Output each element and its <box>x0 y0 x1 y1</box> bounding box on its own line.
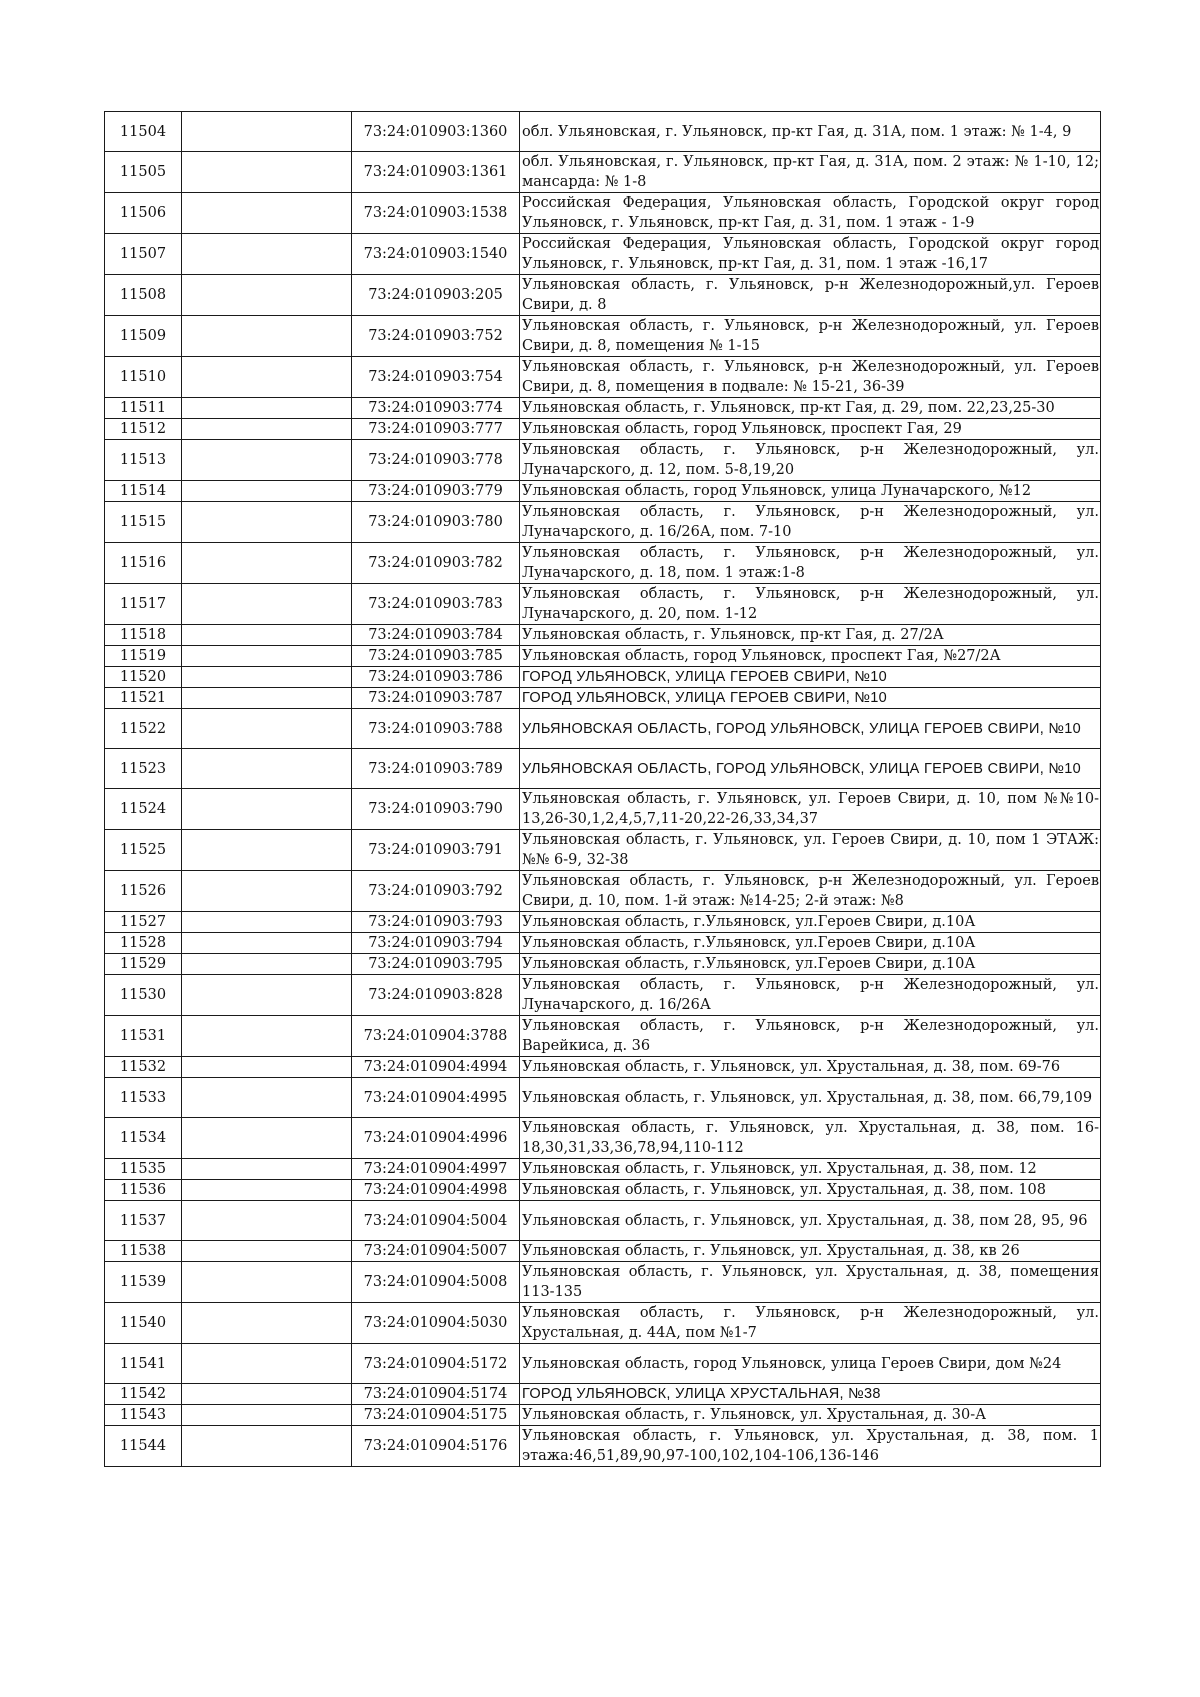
address-cell: Ульяновская область, г. Ульяновск, р-н Железнодорожный, ул. Героев Свири, д. 8, помещения № 1-15 <box>520 316 1101 357</box>
address-cell: Ульяновская область, г. Ульяновск, ул. Хрустальная, д. 38, кв 26 <box>520 1241 1101 1262</box>
row-number-cell: 11523 <box>105 749 182 789</box>
table-row <box>105 398 1101 419</box>
address-cell: Ульяновская область, г.Ульяновск, ул.Героев Свири, д.10А <box>520 954 1101 975</box>
row-number-cell: 11524 <box>105 789 182 830</box>
address-cell: ГОРОД УЛЬЯНОВСК, УЛИЦА ГЕРОЕВ СВИРИ, №10 <box>520 667 1101 688</box>
empty-cell <box>182 1262 352 1303</box>
cadastral-number-cell: 73:24:010904:5172 <box>352 1344 520 1384</box>
cadastral-number-cell: 73:24:010903:787 <box>352 688 520 709</box>
cadastral-number-cell: 73:24:010904:5004 <box>352 1201 520 1241</box>
cadastral-number-cell: 73:24:010904:4994 <box>352 1057 520 1078</box>
empty-cell <box>182 933 352 954</box>
empty-cell <box>182 646 352 667</box>
row-number-cell: 11504 <box>105 112 182 152</box>
cadastral-number-cell: 73:24:010904:4997 <box>352 1159 520 1180</box>
row-number-cell: 11510 <box>105 357 182 398</box>
row-number-cell: 11543 <box>105 1405 182 1426</box>
empty-cell <box>182 1344 352 1384</box>
table-row <box>105 830 1101 871</box>
row-number-cell: 11519 <box>105 646 182 667</box>
empty-cell <box>182 667 352 688</box>
cadastral-number-cell: 73:24:010903:754 <box>352 357 520 398</box>
row-number-cell: 11527 <box>105 912 182 933</box>
cadastral-number-cell: 73:24:010904:5176 <box>352 1426 520 1467</box>
empty-cell <box>182 152 352 193</box>
table-row <box>105 543 1101 584</box>
empty-cell <box>182 193 352 234</box>
table-row <box>105 625 1101 646</box>
row-number-cell: 11541 <box>105 1344 182 1384</box>
cadastral-number-cell: 73:24:010903:205 <box>352 275 520 316</box>
cadastral-number-cell: 73:24:010904:3788 <box>352 1016 520 1057</box>
empty-cell <box>182 789 352 830</box>
row-number-cell: 11537 <box>105 1201 182 1241</box>
empty-cell <box>182 112 352 152</box>
address-cell: Ульяновская область, г.Ульяновск, ул.Героев Свири, д.10А <box>520 933 1101 954</box>
row-number-cell: 11507 <box>105 234 182 275</box>
row-number-cell: 11526 <box>105 871 182 912</box>
table-row <box>105 1405 1101 1426</box>
row-number-cell: 11525 <box>105 830 182 871</box>
table-row <box>105 871 1101 912</box>
table-row <box>105 1201 1101 1241</box>
address-cell: Ульяновская область, г. Ульяновск, ул. Хрустальная, д. 30-А <box>520 1405 1101 1426</box>
address-cell: Ульяновская область, г. Ульяновск, ул. Хрустальная, д. 38, пом. 16-18,30,31,33,36,78,94,110-112 <box>520 1118 1101 1159</box>
row-number-cell: 11518 <box>105 625 182 646</box>
cadastral-number-cell: 73:24:010903:789 <box>352 749 520 789</box>
address-cell: Ульяновская область, г. Ульяновск, ул. Хрустальная, д. 38, пом. 69-76 <box>520 1057 1101 1078</box>
cadastral-number-cell: 73:24:010903:791 <box>352 830 520 871</box>
row-number-cell: 11535 <box>105 1159 182 1180</box>
address-cell: Ульяновская область, г. Ульяновск, ул. Хрустальная, д. 38, пом. 66,79,109 <box>520 1078 1101 1118</box>
cadastral-number-cell: 73:24:010903:1538 <box>352 193 520 234</box>
empty-cell <box>182 502 352 543</box>
empty-cell <box>182 543 352 584</box>
empty-cell <box>182 584 352 625</box>
cadastral-number-cell: 73:24:010903:784 <box>352 625 520 646</box>
row-number-cell: 11538 <box>105 1241 182 1262</box>
row-number-cell: 11508 <box>105 275 182 316</box>
table-row <box>105 440 1101 481</box>
empty-cell <box>182 954 352 975</box>
table-row <box>105 234 1101 275</box>
table-row <box>105 975 1101 1016</box>
address-cell: Ульяновская область, г.Ульяновск, ул.Героев Свири, д.10А <box>520 912 1101 933</box>
empty-cell <box>182 871 352 912</box>
table-row <box>105 1241 1101 1262</box>
table-row <box>105 1016 1101 1057</box>
row-number-cell: 11530 <box>105 975 182 1016</box>
empty-cell <box>182 688 352 709</box>
cadastral-number-cell: 73:24:010903:782 <box>352 543 520 584</box>
table-row <box>105 193 1101 234</box>
empty-cell <box>182 481 352 502</box>
empty-cell <box>182 1118 352 1159</box>
row-number-cell: 11506 <box>105 193 182 234</box>
empty-cell <box>182 625 352 646</box>
empty-cell <box>182 1078 352 1118</box>
address-cell: Ульяновская область, г. Ульяновск, ул. Хрустальная, д. 38, помещения 113-135 <box>520 1262 1101 1303</box>
empty-cell <box>182 709 352 749</box>
row-number-cell: 11529 <box>105 954 182 975</box>
table-row <box>105 1159 1101 1180</box>
address-cell: Ульяновская область, г. Ульяновск, р-н Железнодорожный,ул. Героев Свири, д. 8 <box>520 275 1101 316</box>
address-cell: Ульяновская область, г. Ульяновск, р-н Железнодорожный, ул. Героев Свири, д. 8, помещения в подвале: № 15-21, 36-39 <box>520 357 1101 398</box>
address-cell: обл. Ульяновская, г. Ульяновск, пр-кт Гая, д. 31А, пом. 2 этаж: № 1-10, 12; мансарда: № 1-8 <box>520 152 1101 193</box>
table-row <box>105 1344 1101 1384</box>
cadastral-number-cell: 73:24:010904:5175 <box>352 1405 520 1426</box>
address-cell: обл. Ульяновская, г. Ульяновск, пр-кт Гая, д. 31А, пом. 1 этаж: № 1-4, 9 <box>520 112 1101 152</box>
address-cell: Ульяновская область, г. Ульяновск, р-н Железнодорожный, ул. Луначарского, д. 12, пом. 5-8,19,20 <box>520 440 1101 481</box>
empty-cell <box>182 398 352 419</box>
address-cell: Ульяновская область, г. Ульяновск, р-н Железнодорожный, ул. Луначарского, д. 20, пом. 1-12 <box>520 584 1101 625</box>
empty-cell <box>182 749 352 789</box>
cadastral-number-cell: 73:24:010903:774 <box>352 398 520 419</box>
cadastral-number-cell: 73:24:010903:793 <box>352 912 520 933</box>
empty-cell <box>182 1057 352 1078</box>
address-cell: УЛЬЯНОВСКАЯ ОБЛАСТЬ, ГОРОД УЛЬЯНОВСК, УЛИЦА ГЕРОЕВ СВИРИ, №10 <box>520 749 1101 789</box>
empty-cell <box>182 357 352 398</box>
cadastral-number-cell: 73:24:010904:5007 <box>352 1241 520 1262</box>
row-number-cell: 11544 <box>105 1426 182 1467</box>
row-number-cell: 11528 <box>105 933 182 954</box>
address-cell: Ульяновская область, город Ульяновск, улица Луначарского, №12 <box>520 481 1101 502</box>
registry-table-body <box>105 112 1101 1467</box>
table-row <box>105 112 1101 152</box>
empty-cell <box>182 1180 352 1201</box>
address-cell: Ульяновская область, г. Ульяновск, ул. Героев Свири, д. 10, пом 1 ЭТАЖ: №№ 6-9, 32-38 <box>520 830 1101 871</box>
cadastral-number-cell: 73:24:010903:1360 <box>352 112 520 152</box>
cadastral-number-cell: 73:24:010903:795 <box>352 954 520 975</box>
empty-cell <box>182 440 352 481</box>
row-number-cell: 11521 <box>105 688 182 709</box>
address-cell: Российская Федерация, Ульяновская область, Городской округ город Ульяновск, г. Ульяновск, пр-кт Гая, д. 31, пом. 1 этаж - 1-9 <box>520 193 1101 234</box>
row-number-cell: 11531 <box>105 1016 182 1057</box>
cadastral-number-cell: 73:24:010904:5030 <box>352 1303 520 1344</box>
empty-cell <box>182 316 352 357</box>
row-number-cell: 11516 <box>105 543 182 584</box>
row-number-cell: 11534 <box>105 1118 182 1159</box>
table-row <box>105 933 1101 954</box>
cadastral-number-cell: 73:24:010903:777 <box>352 419 520 440</box>
address-cell: Ульяновская область, город Ульяновск, проспект Гая, №27/2А <box>520 646 1101 667</box>
address-cell: Ульяновская область, г. Ульяновск, пр-кт Гая, д. 29, пом. 22,23,25-30 <box>520 398 1101 419</box>
address-cell: Ульяновская область, город Ульяновск, улица Героев Свири, дом №24 <box>520 1344 1101 1384</box>
address-cell: Ульяновская область, г. Ульяновск, ул. Хрустальная, д. 38, пом. 12 <box>520 1159 1101 1180</box>
table-row <box>105 152 1101 193</box>
address-cell: Ульяновская область, г. Ульяновск, р-н Железнодорожный, ул. Хрустальная, д. 44А, пом №1-7 <box>520 1303 1101 1344</box>
cadastral-number-cell: 73:24:010903:828 <box>352 975 520 1016</box>
table-row <box>105 912 1101 933</box>
table-row <box>105 1262 1101 1303</box>
table-row <box>105 1118 1101 1159</box>
table-row <box>105 749 1101 789</box>
address-cell: Ульяновская область, г. Ульяновск, ул. Хрустальная, д. 38, пом 28, 95, 96 <box>520 1201 1101 1241</box>
empty-cell <box>182 912 352 933</box>
registry-table <box>104 111 1101 1467</box>
row-number-cell: 11505 <box>105 152 182 193</box>
table-row <box>105 646 1101 667</box>
row-number-cell: 11520 <box>105 667 182 688</box>
empty-cell <box>182 830 352 871</box>
table-row <box>105 1303 1101 1344</box>
address-cell: ГОРОД УЛЬЯНОВСК, УЛИЦА ХРУСТАЛЬНАЯ, №38 <box>520 1384 1101 1405</box>
row-number-cell: 11536 <box>105 1180 182 1201</box>
table-row <box>105 1057 1101 1078</box>
address-cell: Ульяновская область, г. Ульяновск, р-н Железнодорожный, ул. Героев Свири, д. 10, пом. 1-й этаж: №14-25; 2-й этаж: №8 <box>520 871 1101 912</box>
cadastral-number-cell: 73:24:010903:1361 <box>352 152 520 193</box>
cadastral-number-cell: 73:24:010904:4998 <box>352 1180 520 1201</box>
table-row <box>105 584 1101 625</box>
table-row <box>105 357 1101 398</box>
empty-cell <box>182 1426 352 1467</box>
row-number-cell: 11513 <box>105 440 182 481</box>
cadastral-number-cell: 73:24:010903:785 <box>352 646 520 667</box>
row-number-cell: 11540 <box>105 1303 182 1344</box>
cadastral-number-cell: 73:24:010903:788 <box>352 709 520 749</box>
table-row <box>105 481 1101 502</box>
address-cell: Ульяновская область, г. Ульяновск, р-н Железнодорожный, ул. Луначарского, д. 16/26А <box>520 975 1101 1016</box>
cadastral-number-cell: 73:24:010903:1540 <box>352 234 520 275</box>
table-row <box>105 667 1101 688</box>
cadastral-number-cell: 73:24:010904:4995 <box>352 1078 520 1118</box>
empty-cell <box>182 1303 352 1344</box>
table-row <box>105 1078 1101 1118</box>
cadastral-number-cell: 73:24:010903:778 <box>352 440 520 481</box>
table-row <box>105 789 1101 830</box>
table-row <box>105 1384 1101 1405</box>
address-cell: Ульяновская область, г. Ульяновск, ул. Героев Свири, д. 10, пом №№10-13,26-30,1,2,4,5,7,11-20,22-26,33,34,37 <box>520 789 1101 830</box>
empty-cell <box>182 275 352 316</box>
address-cell: Российская Федерация, Ульяновская область, Городской округ город Ульяновск, г. Ульяновск, пр-кт Гая, д. 31, пом. 1 этаж -16,17 <box>520 234 1101 275</box>
cadastral-number-cell: 73:24:010903:752 <box>352 316 520 357</box>
address-cell: ГОРОД УЛЬЯНОВСК, УЛИЦА ГЕРОЕВ СВИРИ, №10 <box>520 688 1101 709</box>
address-cell: Ульяновская область, город Ульяновск, проспект Гая, 29 <box>520 419 1101 440</box>
empty-cell <box>182 1384 352 1405</box>
cadastral-number-cell: 73:24:010904:5174 <box>352 1384 520 1405</box>
empty-cell <box>182 1159 352 1180</box>
cadastral-number-cell: 73:24:010903:780 <box>352 502 520 543</box>
address-cell: Ульяновская область, г. Ульяновск, ул. Хрустальная, д. 38, пом. 1 этажа:46,51,89,90,97-100,102,104-106,136-146 <box>520 1426 1101 1467</box>
cadastral-number-cell: 73:24:010903:779 <box>352 481 520 502</box>
cadastral-number-cell: 73:24:010904:5008 <box>352 1262 520 1303</box>
address-cell: Ульяновская область, г. Ульяновск, р-н Железнодорожный, ул. Луначарского, д. 16/26А, пом. 7-10 <box>520 502 1101 543</box>
cadastral-number-cell: 73:24:010904:4996 <box>352 1118 520 1159</box>
empty-cell <box>182 234 352 275</box>
row-number-cell: 11509 <box>105 316 182 357</box>
table-row <box>105 1426 1101 1467</box>
address-cell: УЛЬЯНОВСКАЯ ОБЛАСТЬ, ГОРОД УЛЬЯНОВСК, УЛИЦА ГЕРОЕВ СВИРИ, №10 <box>520 709 1101 749</box>
cadastral-number-cell: 73:24:010903:786 <box>352 667 520 688</box>
cadastral-number-cell: 73:24:010903:792 <box>352 871 520 912</box>
row-number-cell: 11532 <box>105 1057 182 1078</box>
empty-cell <box>182 419 352 440</box>
row-number-cell: 11542 <box>105 1384 182 1405</box>
row-number-cell: 11511 <box>105 398 182 419</box>
row-number-cell: 11517 <box>105 584 182 625</box>
table-row <box>105 1180 1101 1201</box>
table-row <box>105 419 1101 440</box>
row-number-cell: 11514 <box>105 481 182 502</box>
empty-cell <box>182 1201 352 1241</box>
table-row <box>105 688 1101 709</box>
table-row <box>105 502 1101 543</box>
row-number-cell: 11515 <box>105 502 182 543</box>
cadastral-number-cell: 73:24:010903:790 <box>352 789 520 830</box>
table-row <box>105 275 1101 316</box>
row-number-cell: 11533 <box>105 1078 182 1118</box>
row-number-cell: 11539 <box>105 1262 182 1303</box>
address-cell: Ульяновская область, г. Ульяновск, р-н Железнодорожный, ул. Варейкиса, д. 36 <box>520 1016 1101 1057</box>
empty-cell <box>182 975 352 1016</box>
cadastral-number-cell: 73:24:010903:783 <box>352 584 520 625</box>
table-row <box>105 954 1101 975</box>
row-number-cell: 11512 <box>105 419 182 440</box>
address-cell: Ульяновская область, г. Ульяновск, р-н Железнодорожный, ул. Луначарского, д. 18, пом. 1 этаж:1-8 <box>520 543 1101 584</box>
address-cell: Ульяновская область, г. Ульяновск, ул. Хрустальная, д. 38, пом. 108 <box>520 1180 1101 1201</box>
empty-cell <box>182 1241 352 1262</box>
empty-cell <box>182 1405 352 1426</box>
table-row <box>105 316 1101 357</box>
cadastral-number-cell: 73:24:010903:794 <box>352 933 520 954</box>
empty-cell <box>182 1016 352 1057</box>
address-cell: Ульяновская область, г. Ульяновск, пр-кт Гая, д. 27/2А <box>520 625 1101 646</box>
table-row <box>105 709 1101 749</box>
row-number-cell: 11522 <box>105 709 182 749</box>
